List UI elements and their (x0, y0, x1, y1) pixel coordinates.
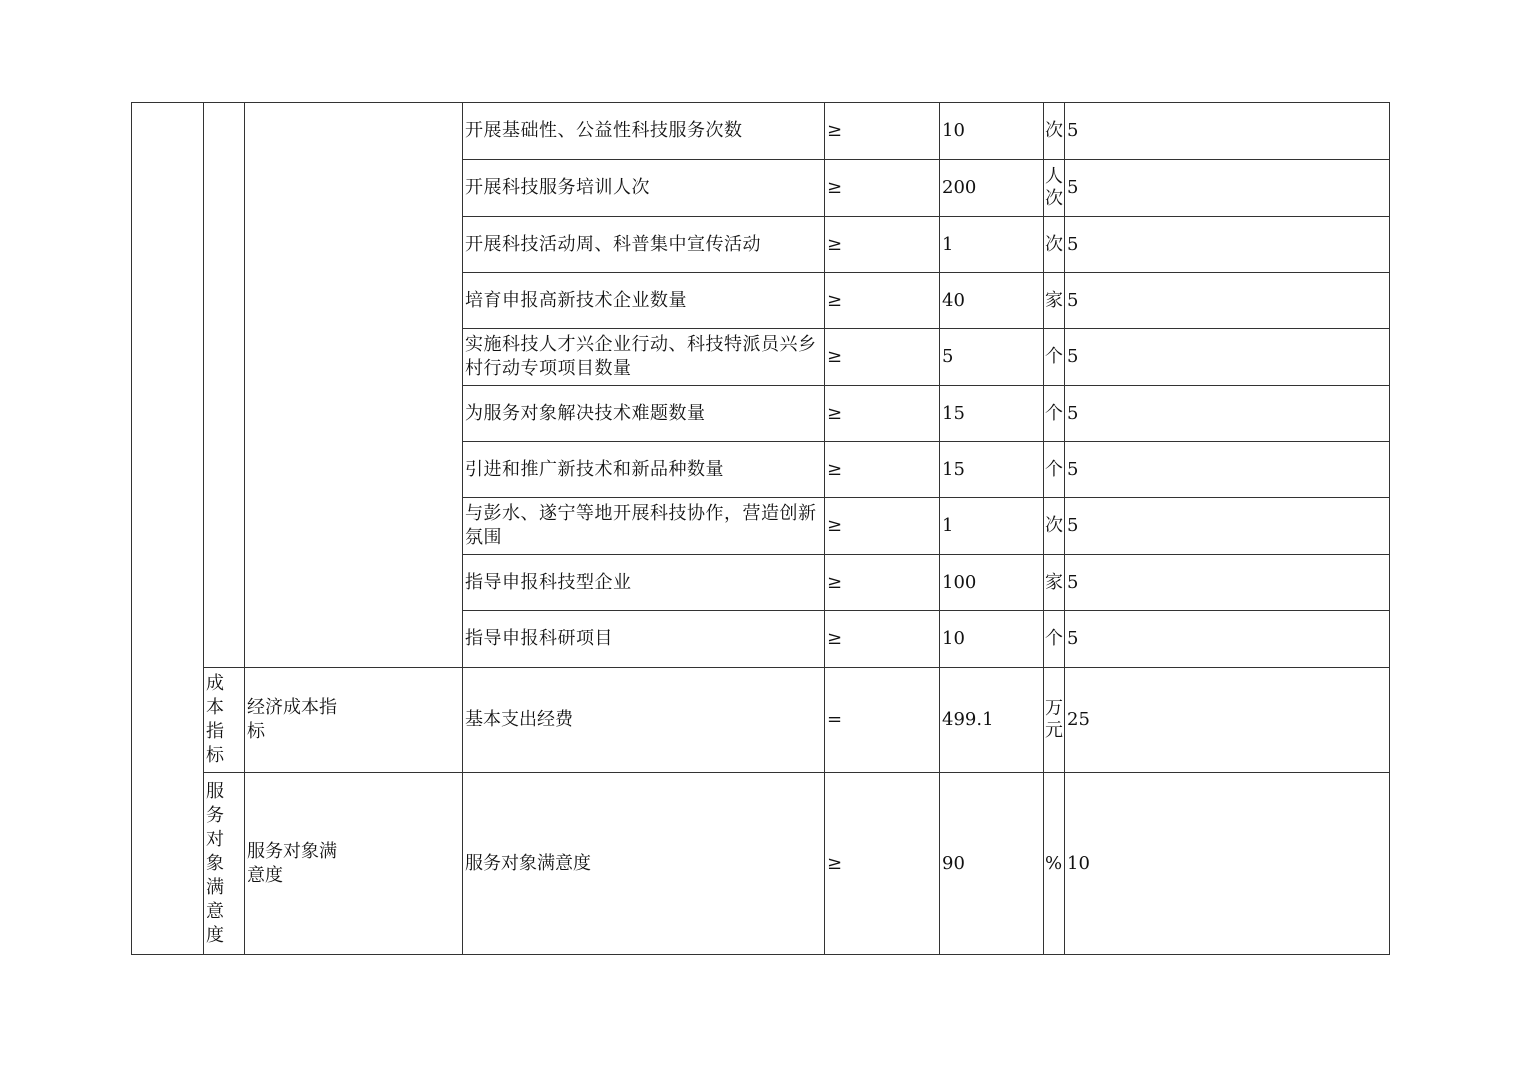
operator-cell-text: ≥ (827, 289, 843, 311)
score-cell-text: 5 (1067, 177, 1079, 198)
operator-cell (824, 216, 940, 273)
value-cell (939, 159, 1044, 217)
value-cell-text: 15 (942, 402, 965, 424)
score-cell (1064, 272, 1390, 329)
indicator-cell (462, 216, 825, 273)
indicator-cell (462, 102, 825, 160)
unit-cell (1043, 772, 1065, 955)
indicator-cell (462, 272, 825, 329)
indicator-cell-text: 指导申报科研项目 (465, 628, 613, 649)
value-cell-text: 90 (942, 852, 965, 874)
unit-cell (1043, 441, 1065, 498)
value-cell-text: 10 (942, 120, 965, 141)
value-cell (939, 328, 1044, 386)
cost-subcategory-cell-text: 经济成本指 标 (247, 697, 337, 742)
indicator-cell-text: 与彭水、遂宁等地开展科技协作，营造创新氛围 (465, 503, 817, 548)
indicator-cell-text: 基本支出经费 (465, 709, 573, 730)
indicator-cell (462, 497, 825, 555)
satisfaction-category-cell-text: 服 务 对 象 满 意 度 (206, 780, 224, 946)
operator-cell-text: ≥ (827, 402, 843, 424)
score-cell (1064, 554, 1390, 611)
unit-cell (1043, 216, 1065, 273)
score-cell (1064, 385, 1390, 442)
unit-cell (1043, 610, 1065, 668)
indicator-cell-text: 开展科技服务培训人次 (465, 177, 650, 198)
operator-cell (824, 610, 940, 668)
operator-cell-text: ≥ (827, 628, 843, 649)
operator-cell (824, 497, 940, 555)
category-output-cell (203, 102, 245, 668)
unit-cell (1043, 385, 1065, 442)
unit-cell (1043, 159, 1065, 217)
operator-cell (824, 328, 940, 386)
value-cell-text: 5 (942, 346, 954, 367)
value-cell (939, 497, 1044, 555)
value-cell (939, 610, 1044, 668)
score-cell (1064, 441, 1390, 498)
operator-cell (824, 667, 940, 773)
operator-cell (824, 102, 940, 160)
score-cell-text: 5 (1067, 515, 1079, 536)
score-cell-text: 5 (1067, 289, 1079, 311)
operator-cell-text: ≥ (827, 571, 843, 593)
operator-cell-text: ≥ (827, 458, 843, 480)
score-cell-text: 5 (1067, 628, 1079, 649)
value-cell (939, 772, 1044, 955)
indicator-cell-text: 引进和推广新技术和新品种数量 (465, 458, 724, 480)
unit-cell-text: 人 次 (1045, 166, 1063, 209)
unit-cell-text: 个 (1045, 628, 1063, 649)
satisfaction-subcategory-cell-text: 服务对象满 意度 (247, 840, 337, 886)
score-cell (1064, 667, 1390, 773)
value-cell-text: 499.1 (942, 709, 994, 730)
unit-cell (1043, 328, 1065, 386)
operator-cell-text: ≥ (827, 233, 843, 255)
value-cell (939, 216, 1044, 273)
indicator-cell (462, 667, 825, 773)
unit-cell-text: 万 元 (1045, 698, 1063, 741)
operator-cell (824, 772, 940, 955)
score-cell (1064, 216, 1390, 273)
operator-cell-text: ≥ (827, 852, 843, 874)
indicator-cell (462, 610, 825, 668)
indicator-cell (462, 159, 825, 217)
unit-cell-text: 个 (1045, 458, 1063, 480)
unit-cell (1043, 667, 1065, 773)
operator-cell (824, 554, 940, 611)
indicator-cell (462, 554, 825, 611)
value-cell (939, 272, 1044, 329)
value-cell-text: 1 (942, 515, 954, 536)
indicator-cell-text: 开展基础性、公益性科技服务次数 (465, 120, 743, 141)
indicator-cell-text: 实施科技人才兴企业行动、科技特派员兴乡村行动专项项目数量 (465, 334, 817, 379)
indicator-cell (462, 441, 825, 498)
score-cell (1064, 497, 1390, 555)
value-cell-text: 15 (942, 458, 965, 480)
operator-cell-text: = (827, 709, 843, 730)
operator-cell (824, 272, 940, 329)
operator-cell-text: ≥ (827, 346, 843, 367)
indicator-cell-text: 为服务对象解决技术难题数量 (465, 402, 706, 424)
score-cell-text: 5 (1067, 120, 1079, 141)
unit-cell (1043, 272, 1065, 329)
score-cell-text: 5 (1067, 233, 1079, 255)
score-cell (1064, 610, 1390, 668)
unit-cell-text: 次 (1045, 515, 1063, 536)
value-cell-text: 10 (942, 628, 965, 649)
score-cell (1064, 102, 1390, 160)
satisfaction-category-cell (203, 772, 245, 955)
score-cell-text: 5 (1067, 458, 1079, 480)
indicator-cell-text: 指导申报科技型企业 (465, 571, 632, 593)
unit-cell-text: 家 (1045, 571, 1063, 593)
score-cell-text: 5 (1067, 571, 1079, 593)
unit-cell (1043, 497, 1065, 555)
unit-cell-text: 家 (1045, 289, 1063, 311)
value-cell (939, 102, 1044, 160)
operator-cell-text: ≥ (827, 120, 843, 141)
operator-cell (824, 385, 940, 442)
value-cell-text: 40 (942, 289, 965, 311)
cost-category-cell-text: 成 本 指 标 (206, 673, 224, 766)
operator-cell-text: ≥ (827, 177, 843, 198)
value-cell (939, 554, 1044, 611)
operator-cell (824, 441, 940, 498)
score-cell-text: 5 (1067, 346, 1079, 367)
indicator-cell-text: 培育申报高新技术企业数量 (465, 289, 687, 311)
score-cell-text: 5 (1067, 402, 1079, 424)
score-cell-text: 25 (1067, 709, 1090, 730)
unit-cell-text: % (1045, 852, 1063, 874)
unit-cell-text: 个 (1045, 402, 1063, 424)
value-cell (939, 667, 1044, 773)
indicator-cell (462, 328, 825, 386)
score-cell (1064, 772, 1390, 955)
indicator-cell-text: 开展科技活动周、科普集中宣传活动 (465, 233, 761, 255)
score-cell (1064, 328, 1390, 386)
unit-cell-text: 个 (1045, 346, 1063, 367)
satisfaction-subcategory-cell (244, 772, 463, 955)
subcategory-output-cell (244, 102, 463, 668)
value-cell (939, 441, 1044, 498)
indicator-cell-text: 服务对象满意度 (465, 852, 591, 874)
score-cell (1064, 159, 1390, 217)
indicator-cell (462, 385, 825, 442)
value-cell-text: 200 (942, 177, 977, 198)
indicator-cell (462, 772, 825, 955)
operator-cell-text: ≥ (827, 515, 843, 536)
unit-cell (1043, 554, 1065, 611)
operator-cell (824, 159, 940, 217)
value-cell-text: 1 (942, 233, 954, 255)
score-cell-text: 10 (1067, 852, 1090, 874)
cost-subcategory-cell (244, 667, 463, 773)
value-cell-text: 100 (942, 571, 977, 593)
unit-cell-text: 次 (1045, 233, 1063, 255)
unit-cell-text: 次 (1045, 120, 1063, 141)
unit-cell (1043, 102, 1065, 160)
blank-column (131, 102, 204, 955)
cost-category-cell (203, 667, 245, 773)
value-cell (939, 385, 1044, 442)
